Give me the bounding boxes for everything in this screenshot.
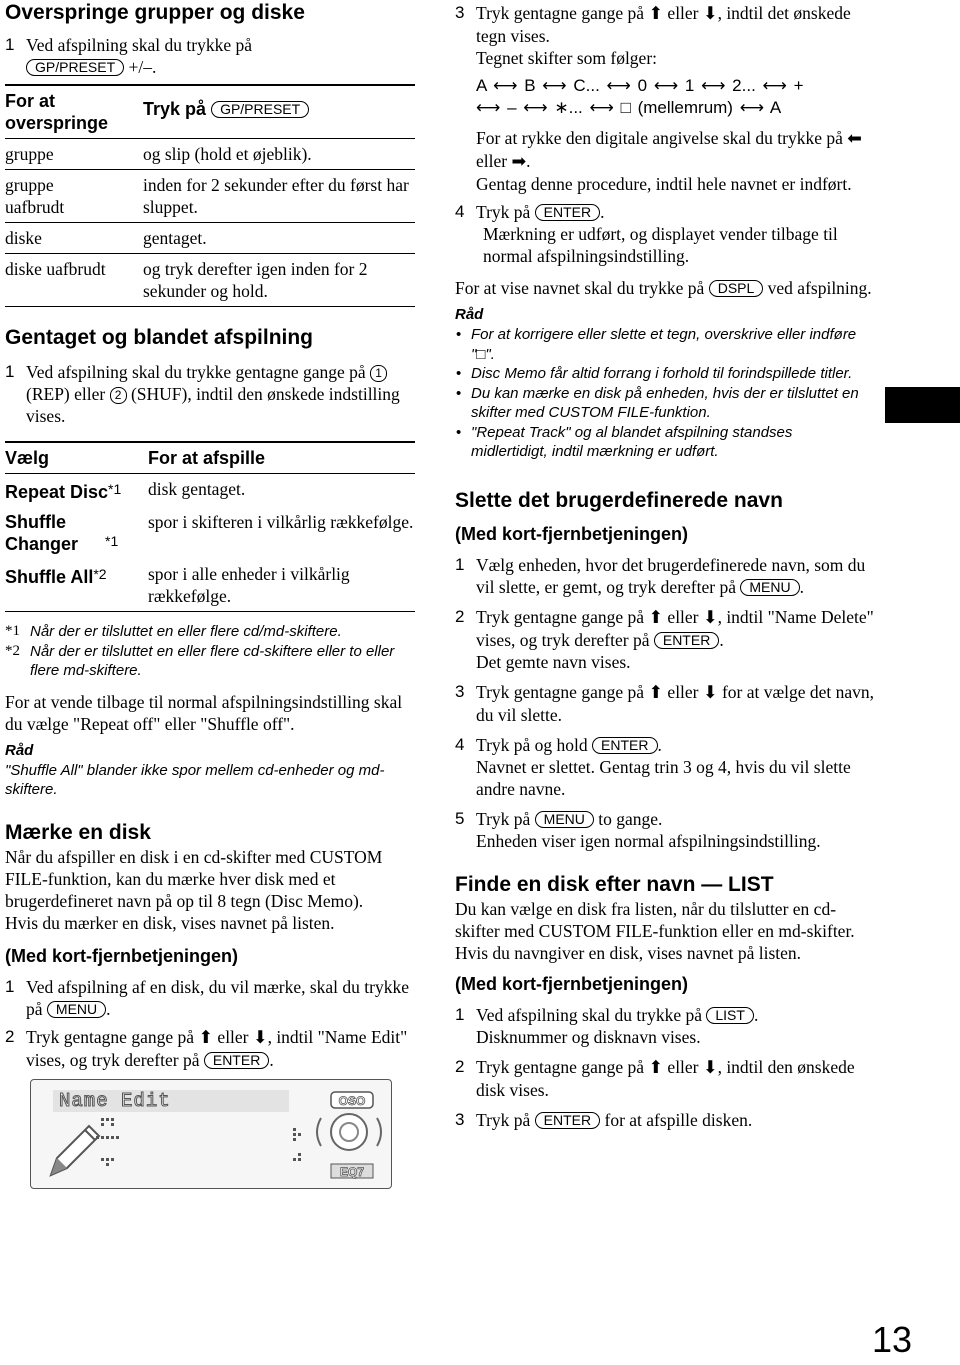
repeat-table-header-1: Vælg xyxy=(5,442,148,474)
char-sequence xyxy=(455,75,880,119)
footnote-1: *1 Når der er tilsluttet en eller flere cd/md-skiftere. xyxy=(5,623,342,640)
find-step-2: 2 Tryk gentagne gange på ⬆ eller ⬇, indtil den ønskede disk vises. xyxy=(455,1056,855,1100)
button-2: 2 xyxy=(110,387,127,404)
tip-item: • Du kan mærke en disk på enheden, hvis der er tilsluttet en skifter med CUSTOM FILE-funktion. xyxy=(455,384,865,423)
enter-button: ENTER xyxy=(654,632,719,649)
gp-preset-button: GP/PRESET xyxy=(26,59,124,76)
repeat-row-label: Repeat Disc$^{*1}$ xyxy=(5,474,148,508)
repeat-row-value: spor i alle enheder i vilkårlig rækkefølge. xyxy=(148,559,415,612)
enter-button: ENTER xyxy=(535,1112,600,1129)
down-arrow-icon: ⬇ xyxy=(702,607,718,628)
tip-heading: Råd xyxy=(5,741,34,759)
skip-row-label: diske uafbrudt xyxy=(5,254,143,307)
menu-button: MENU xyxy=(740,579,799,596)
dspl-button: DSPL xyxy=(709,280,764,297)
repeat-table xyxy=(5,441,415,612)
tip-text: "Shuffle All" blander ikke spor mellem cd-enheder og md-skiftere. xyxy=(5,761,385,798)
subheading-remote: (Med kort-fjernbetjeningen) xyxy=(455,523,688,544)
repeat-paragraph: Gentag denne procedure, indtil hele navnet er indført. xyxy=(476,174,852,194)
mark-step-3: 3 Tryk gentagne gange på ⬆ eller ⬇, indtil det ønskede tegn vises. xyxy=(455,3,851,46)
up-arrow-icon: ⬆ xyxy=(648,607,664,628)
mark-disc-para-2: Hvis du mærker en disk, vises navnet på listen. xyxy=(5,912,335,933)
dot-matrix-icon xyxy=(96,1118,301,1166)
enter-button: ENTER xyxy=(204,1052,269,1069)
skip-row-value: og slip (hold et øjeblik). xyxy=(143,139,415,170)
up-arrow-icon: ⬆ xyxy=(648,4,664,24)
heading-mark-disc: Mærke en disk xyxy=(5,820,151,844)
lcd-badge-oso: OSO xyxy=(338,1093,366,1108)
repeat-off-paragraph: For at vende tilbage til normal afspilningsindstilling skal du vælge "Repeat off" eller "Shuffle off". xyxy=(5,691,403,734)
down-arrow-icon: ⬇ xyxy=(252,1027,268,1048)
subheading-remote: (Med kort-fjernbetjeningen) xyxy=(5,945,238,966)
up-arrow-icon: ⬆ xyxy=(648,682,664,703)
lcd-badge-eq: EQ7 xyxy=(339,1164,365,1179)
find-disc-para-1: Du kan vælge en disk fra listen, når du tilslutter en cd-skifter med CUSTOM FILE-funktion eller en md-skifter. xyxy=(455,898,855,941)
delete-step-2: 2 Tryk gentagne gange på ⬆ eller ⬇, indtil "Name Delete" vises, og tryk derefter på ENTER . Det gemte navn vises. xyxy=(455,606,874,672)
char-sequence-line-1: A ⟷ B ⟷ C... ⟷ 0 ⟷ 1 ⟷ 2... ⟷ + xyxy=(476,76,804,95)
skip-row-value: inden for 2 sekunder efter du først har sluppet. xyxy=(143,170,415,223)
move-cursor-paragraph: For at rykke den digitale angivelse skal du trykke på ⬅ eller ➡. xyxy=(476,128,862,172)
down-arrow-icon: ⬇ xyxy=(702,682,718,703)
find-step-1: 1 Ved afspilning skal du trykke på LIST . Disknummer og disknavn vises. xyxy=(455,1004,759,1047)
subheading-remote: (Med kort-fjernbetjeningen) xyxy=(455,973,688,994)
skip-row-label: gruppe xyxy=(5,139,143,170)
skip-step-1: 1 Ved afspilning skal du trykke på GP/PRESET +/–. xyxy=(5,35,252,77)
delete-step-1: 1 Vælg enheden, hvor det brugerdefinerede navn, som du vil slette, er gemt, og tryk derefter på MENU . xyxy=(455,554,866,597)
char-sequence-line-2: ⟷ – ⟷ ∗... ⟷ □ (mellemrum) ⟷ A xyxy=(476,98,782,117)
lcd-display-illustration xyxy=(30,1079,392,1189)
right-arrow-icon: ➡ xyxy=(511,152,527,172)
up-arrow-icon: ⬆ xyxy=(198,1027,214,1048)
mark-disc-para-1: Når du afspiller en disk i en cd-skifter med CUSTOM FILE-funktion, kan du mærke hver disk med et brugerdefineret navn på op til 8 tegn (Disc Memo). xyxy=(5,846,383,911)
page-number: 13 xyxy=(872,1319,913,1360)
down-arrow-icon: ⬇ xyxy=(702,1057,718,1078)
left-column xyxy=(5,0,415,1189)
delete-step-3: 3 Tryk gentagne gange på ⬆ eller ⬇ for at vælge det navn, du vil slette. xyxy=(455,681,875,725)
footnote-2: *2 Når der er tilsluttet en eller flere cd-skiftere eller to eller flere md-skiftere. xyxy=(5,642,395,679)
section-tab-marker xyxy=(885,387,960,423)
repeat-row-value: disk gentaget. xyxy=(148,474,415,508)
menu-button: MENU xyxy=(535,811,594,828)
delete-step-5: 5 Tryk på MENU to gange. Enheden viser igen normal afspilningsindstilling. xyxy=(455,808,821,851)
menu-button: MENU xyxy=(47,1001,106,1018)
left-arrow-icon: ⬅ xyxy=(847,129,862,149)
dspl-paragraph: For at vise navnet skal du trykke på DSPL ved afspilning. xyxy=(455,278,872,298)
repeat-row-label: Shuffle All$^{*2}$ xyxy=(5,559,148,612)
skip-row-label: gruppe uafbrudt xyxy=(5,170,143,223)
char-sequence-intro: Tegnet skifter som følger: xyxy=(476,48,658,68)
right-column xyxy=(455,0,880,1131)
heading-repeat-shuffle: Gentaget og blandet afspilning xyxy=(5,326,314,349)
button-1: 1 xyxy=(370,365,387,382)
skip-row-value: gentaget. xyxy=(143,223,415,254)
repeat-row-value: spor i skifteren i vilkårlig rækkefølge. xyxy=(148,512,414,532)
tip-item: • For at korrigere eller slette et tegn, overskrive eller indføre "□". xyxy=(455,325,865,364)
mark-step-2: 2 Tryk gentagne gange på ⬆ eller ⬇, indtil "Name Edit" vises, og tryk derefter på ENTER . xyxy=(5,1026,408,1070)
down-arrow-icon: ⬇ xyxy=(702,4,718,24)
lcd-name-edit: Name Edit xyxy=(53,1090,289,1112)
tips-list xyxy=(455,325,865,462)
heading-find-disc: Finde en disk efter navn — LIST xyxy=(455,872,774,896)
enter-button: ENTER xyxy=(592,737,657,754)
heading-delete-name: Slette det brugerdefinerede navn xyxy=(455,488,783,512)
tip-heading: Råd xyxy=(455,306,484,323)
display-graphics xyxy=(31,1080,391,1188)
skip-row-value: og tryk derefter igen inden for 2 sekunder og hold. xyxy=(143,254,415,307)
repeat-step-1: 1 Ved afspilning skal du trykke gentagne gange på 1 (REP) eller 2 (SHUF), indtil den ønskede indstilling vises. xyxy=(5,362,400,426)
up-arrow-icon: ⬆ xyxy=(648,1057,664,1078)
gp-preset-button-2: GP/PRESET xyxy=(211,101,309,118)
enter-button: ENTER xyxy=(535,204,600,221)
delete-step-4: 4 Tryk på og hold ENTER . Navnet er slettet. Gentag trin 3 og 4, hvis du vil slette andre navne. xyxy=(455,734,851,799)
heading-skip: Overspringe grupper og diske xyxy=(5,1,305,24)
tip-item: • "Repeat Track" og al blandet afspilning standses midlertidigt, indtil mærkning er udført. xyxy=(455,423,865,462)
find-step-3: 3 Tryk på ENTER for at afspille disken. xyxy=(455,1109,753,1130)
pencil-icon xyxy=(51,1126,99,1175)
skip-table: For at overspringe Tryk på GP/PRESET gruppe og slip (hold et øjeblik). gruppe uafbrudt inden for 2 sekunder efter du først har sluppet. diske gentaget. diske uafbrudt og tryk derefter igen inden for 2 sekunder og hold. xyxy=(5,84,415,307)
mark-step-1: 1 Ved afspilning af en disk, du vil mærke, skal du trykke på MENU . xyxy=(5,976,409,1019)
skip-row-label: diske xyxy=(5,223,143,254)
repeat-row-label: Shuffle Changer $^{*1}$ xyxy=(5,512,119,554)
repeat-table-header-2: For at afspille xyxy=(148,442,415,474)
find-disc-para-2: Hvis du navngiver en disk, vises navnet på listen. xyxy=(455,942,802,963)
skip-table-header-1: For at overspringe xyxy=(5,91,109,133)
mark-step-4: 4 Tryk på ENTER . Mærkning er udført, og displayet vender tilbage til normal afspilningsindstilling. xyxy=(455,202,838,266)
tip-item: • Disc Memo får altid forrang i forhold til forindspillede titler. xyxy=(455,364,865,384)
list-button: LIST xyxy=(706,1007,754,1024)
